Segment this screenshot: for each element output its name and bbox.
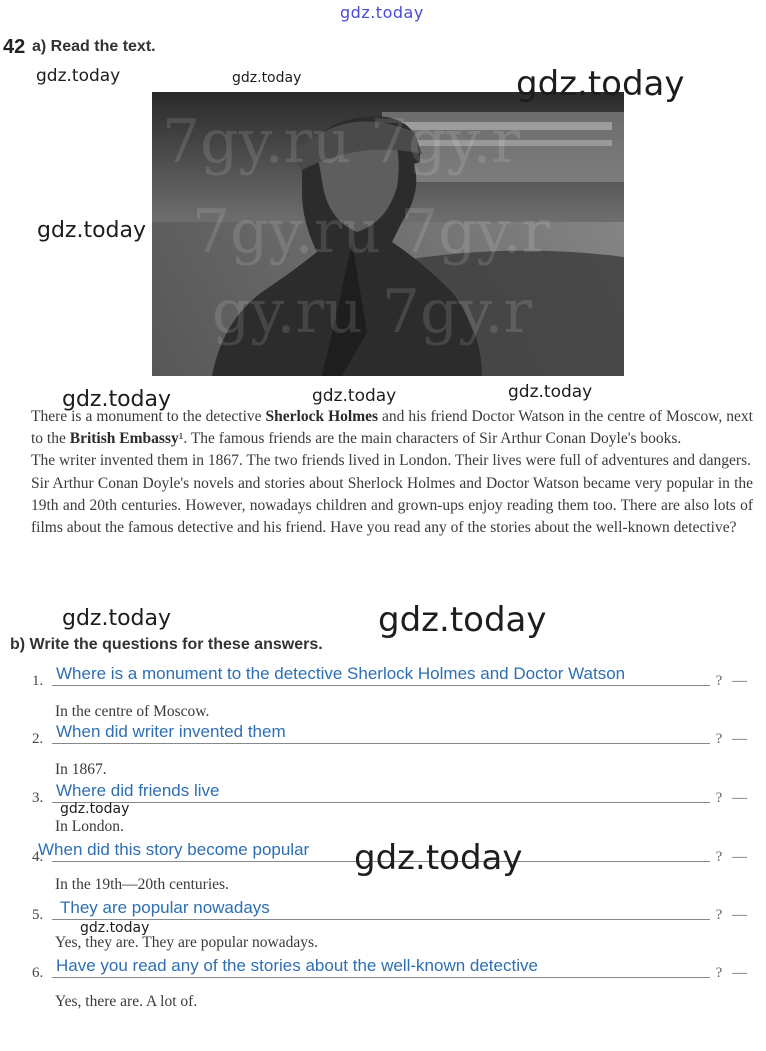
site-watermark: gdz.today <box>516 64 685 104</box>
answer-line <box>52 802 710 803</box>
question-number: 2. <box>32 731 44 747</box>
site-watermark-top: gdz.today <box>340 3 424 22</box>
site-watermark: gdz.today <box>62 387 172 412</box>
given-answer-6: Yes, there are. A lot of. <box>55 993 198 1010</box>
question-mark: ? — <box>715 849 750 865</box>
photo-watermark: 7gy.ru 7gy.r <box>192 197 551 267</box>
question-number: 3. <box>32 790 44 806</box>
exercise-part-b-title: b) Write the questions for these answers. <box>10 636 323 653</box>
answer-line <box>52 743 710 744</box>
site-watermark: gdz.today <box>232 70 302 86</box>
question-row-6 <box>30 956 752 980</box>
photo-watermark: gy.ru 7gy.r <box>212 277 533 347</box>
site-watermark: gdz.today <box>312 386 397 406</box>
question-row-2 <box>30 722 752 746</box>
reading-paragraph-2: The writer invented them in 1867. The two friends lived in London. Their lives were full of adventures and dangers. <box>31 452 751 470</box>
site-watermark: gdz.today <box>60 801 130 817</box>
handwritten-question: When did this story become popular <box>38 840 310 859</box>
handwritten-question: When did writer invented them <box>56 722 286 741</box>
site-watermark: gdz.today <box>354 838 523 878</box>
question-number: 5. <box>32 907 44 923</box>
answer-line <box>52 919 710 920</box>
question-number: 6. <box>32 965 44 981</box>
handwritten-question: Where is a monument to the detective Sherlock Holmes and Doctor Watson <box>56 664 626 683</box>
given-answer-1: In the centre of Moscow. <box>55 703 210 720</box>
reading-paragraph-3: Sir Arthur Conan Doyle's novels and stories about Sherlock Holmes and Doctor Watson became very popular in the 19th and 20th centuries. However, nowadays children and grown-ups enjoy reading them too. There are also lots of films about the famous detective and his friend. Have you read any of the stories about the well-known detective? <box>31 474 753 537</box>
given-answer-4: In the 19th—20th centuries. <box>55 876 229 893</box>
given-answer-3: In London. <box>55 818 124 835</box>
question-mark: ? — <box>715 965 750 981</box>
answer-line <box>52 685 710 686</box>
site-watermark: gdz.today <box>378 600 547 640</box>
question-mark: ? — <box>715 673 750 689</box>
handwritten-question: Have you read any of the stories about the well-known detective <box>56 956 538 975</box>
site-watermark: gdz.today <box>508 382 593 402</box>
answer-line <box>52 977 710 978</box>
question-mark: ? — <box>715 907 750 923</box>
photo-watermark: 7gy.ru 7gy.r <box>162 107 521 177</box>
question-mark: ? — <box>715 731 750 747</box>
question-row-3 <box>30 781 752 805</box>
exercise-part-a-title: a) Read the text. <box>32 38 156 55</box>
exercise-number: 42 <box>3 36 26 58</box>
question-mark: ? — <box>715 790 750 806</box>
question-number: 1. <box>32 673 44 689</box>
monument-photo <box>152 92 624 376</box>
question-number: 4. <box>32 849 44 865</box>
site-watermark: gdz.today <box>62 606 172 631</box>
handwritten-question: They are popular nowadays <box>60 898 270 917</box>
given-answer-5: Yes, they are. They are popular nowadays. <box>55 934 318 951</box>
reading-paragraph-1: There is a monument to the detective Sherlock Holmes and his friend Doctor Watson in the centre of Moscow, next to the British Embassy¹. The famous friends are the main characters of Sir Arthur Conan Doyle's books. <box>31 408 753 448</box>
question-row-5 <box>30 898 752 922</box>
given-answer-2: In 1867. <box>55 761 107 778</box>
reading-text <box>31 406 753 539</box>
site-watermark: gdz.today <box>37 218 147 243</box>
site-watermark: gdz.today <box>80 920 150 936</box>
handwritten-question: Where did friends live <box>56 781 220 800</box>
question-row-1 <box>30 664 752 688</box>
site-watermark: gdz.today <box>36 66 121 86</box>
